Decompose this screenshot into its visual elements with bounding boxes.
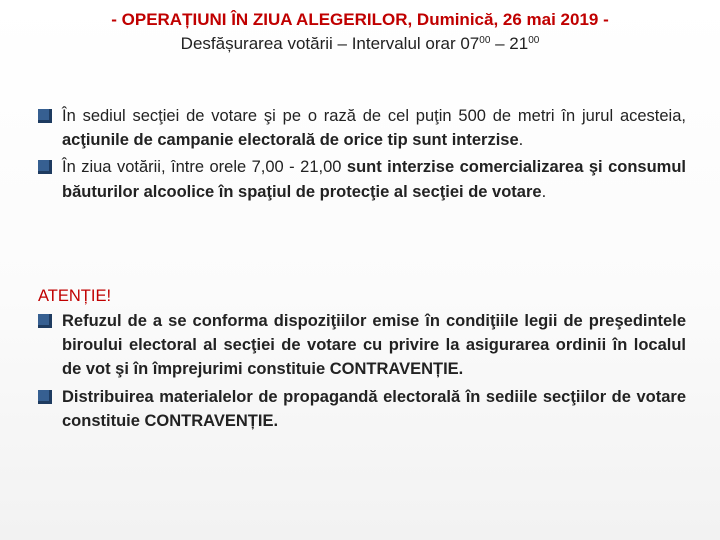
bullet-text-tail: . (541, 182, 547, 201)
bullet-text-normal: În ziua votării, între orele 7,00 - 21,00 (62, 158, 347, 177)
square-bullet-icon (38, 160, 52, 174)
list-item (38, 155, 686, 203)
bullet-text-bold: acţiunile de campanie electorală de orice tip sunt interzise (62, 131, 519, 150)
attention-label: ATENȚIE! (38, 287, 112, 305)
list-item (38, 385, 686, 433)
square-bullet-icon (38, 314, 52, 328)
violations-list (38, 309, 686, 436)
square-bullet-icon (38, 390, 52, 404)
list-item (38, 104, 686, 152)
bullet-text-normal: În sediul secţiei de votare şi pe o rază de cel puţin 500 de metri în jurul acesteia, (62, 107, 686, 125)
bullet-text-bold: Refuzul de a se conforma dispoziţiilor emise în condiţiile legii de preşedintele biroului electoral al secţiei de votare cu privire la asigurarea ordinii în localul de vot şi în împrejurimi constituie CONTRAVENȚIE. (62, 312, 686, 379)
bullet-text-bold: sunt interzise comercializarea şi consumul băuturilor alcoolice în spaţiul de protecţie al secţiei de votare (62, 158, 687, 201)
title-line-2-mid: – 21 (490, 34, 529, 53)
bullet-text-bold: Distribuirea materialelor de propagandă electorală în sediile secţiilor de votare constituie CONTRAVENȚIE. (62, 387, 686, 430)
title-sup-start: 00 (479, 35, 491, 46)
list-item (38, 309, 686, 382)
title-line-2 (181, 34, 540, 53)
square-bullet-icon (38, 109, 52, 123)
bullet-text-tail: . (518, 131, 524, 150)
slide-title (40, 8, 680, 56)
title-line-2-text: Desfășurarea votării – Intervalul orar 07 (180, 34, 480, 53)
rules-list (38, 104, 686, 207)
title-line-1: - OPERAȚIUNI ÎN ZIUA ALEGERILOR, Duminică, 26 mai 2019 - (111, 10, 609, 29)
title-sup-end: 00 (528, 35, 540, 46)
